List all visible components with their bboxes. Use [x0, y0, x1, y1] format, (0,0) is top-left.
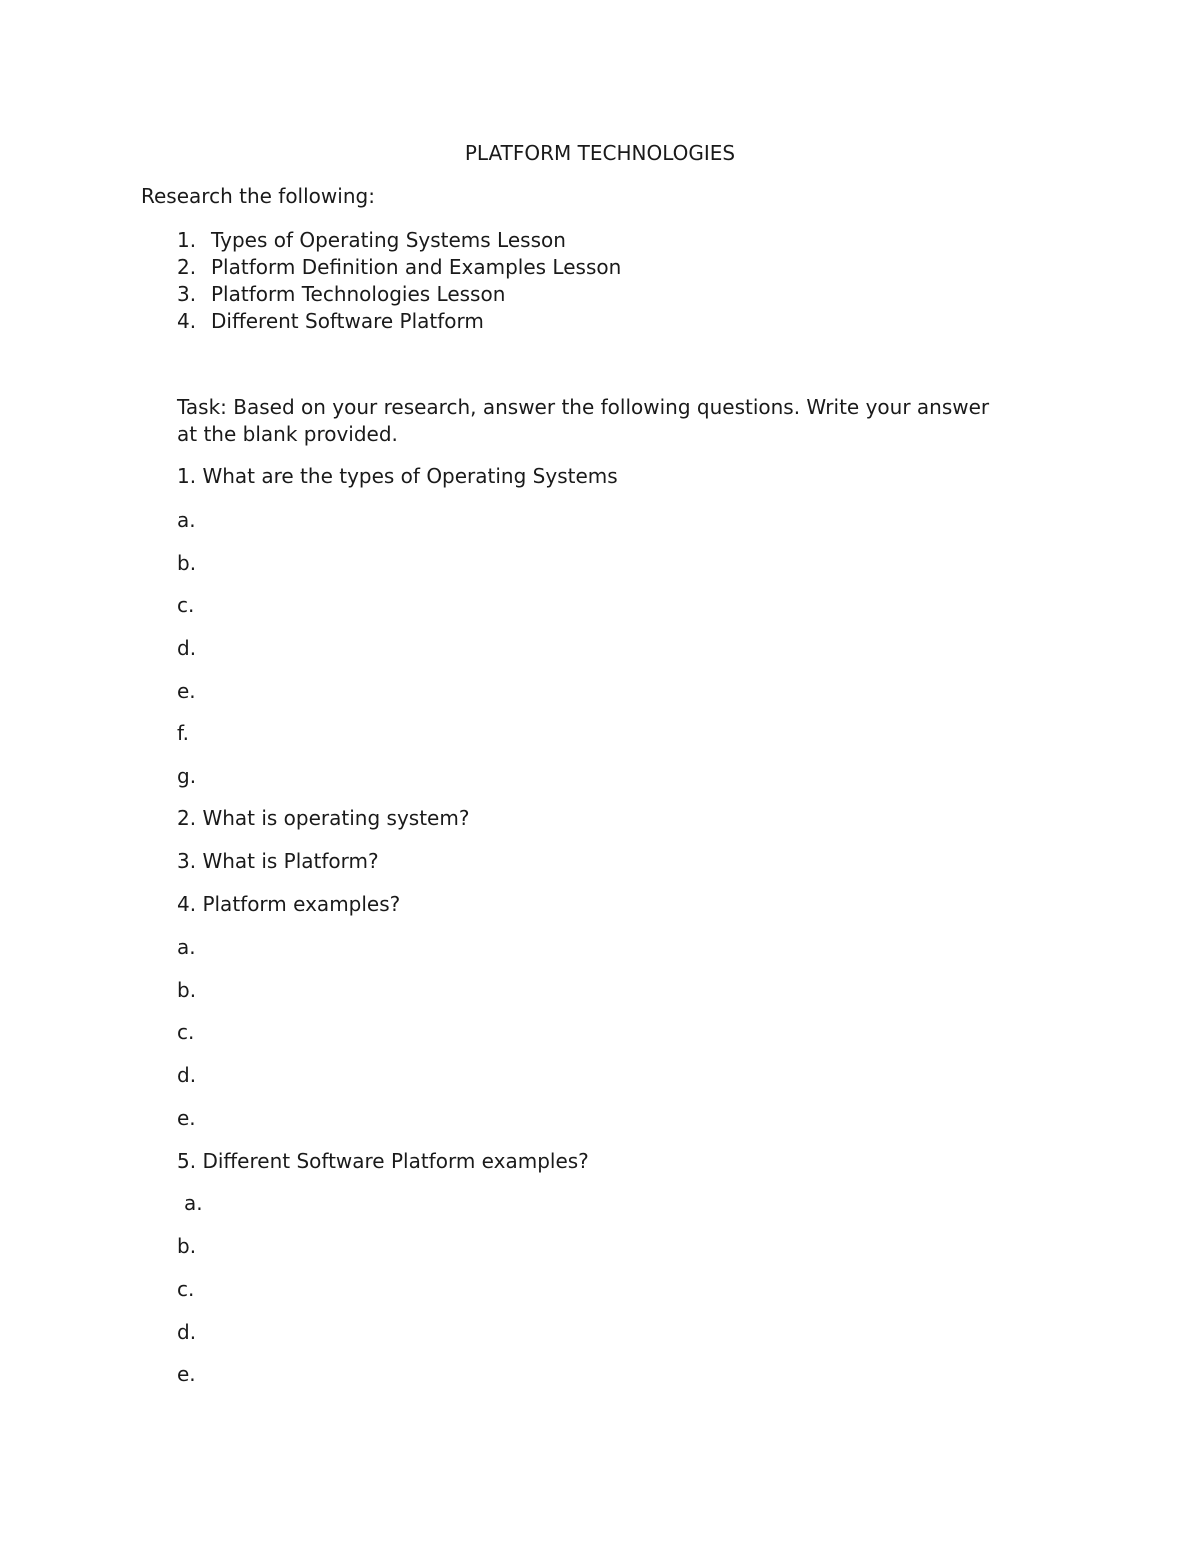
task-text-line-2: at the blank provided.	[177, 422, 398, 446]
answer-label: e.	[177, 1106, 196, 1130]
research-item-text: Types of Operating Systems Lesson	[211, 228, 566, 252]
answer-label: a.	[177, 508, 196, 532]
question-2: 2. What is operating system?	[177, 806, 470, 830]
answer-label: a.	[184, 1191, 203, 1215]
answer-label: e.	[177, 1362, 196, 1386]
answer-label: c.	[177, 1277, 195, 1301]
answer-label: b.	[177, 1234, 197, 1258]
answer-label: g.	[177, 764, 197, 788]
question-5: 5. Different Software Platform examples?	[177, 1149, 589, 1173]
page-title: PLATFORM TECHNOLOGIES	[464, 141, 736, 165]
answer-label: d.	[177, 1063, 197, 1087]
question-1: 1. What are the types of Operating Systems	[177, 464, 618, 488]
answer-label: c.	[177, 1020, 195, 1044]
research-item-number: 4.	[177, 309, 197, 333]
research-item-text: Platform Definition and Examples Lesson	[211, 255, 622, 279]
intro-text: Research the following:	[141, 184, 375, 208]
answer-label: e.	[177, 679, 196, 703]
answer-label: b.	[177, 978, 197, 1002]
research-item-number: 3.	[177, 282, 197, 306]
question-3: 3. What is Platform?	[177, 849, 379, 873]
research-item-number: 1.	[177, 228, 197, 252]
answer-label: c.	[177, 593, 195, 617]
answer-label: d.	[177, 1320, 197, 1344]
research-item-number: 2.	[177, 255, 197, 279]
task-text-line-1: Task: Based on your research, answer the following questions. Write your answer	[177, 395, 990, 419]
research-item-text: Different Software Platform	[211, 309, 484, 333]
answer-label: a.	[177, 935, 196, 959]
question-4: 4. Platform examples?	[177, 892, 401, 916]
research-item-text: Platform Technologies Lesson	[211, 282, 506, 306]
answer-label: b.	[177, 551, 197, 575]
answer-label: d.	[177, 636, 197, 660]
answer-label: f.	[177, 721, 189, 745]
